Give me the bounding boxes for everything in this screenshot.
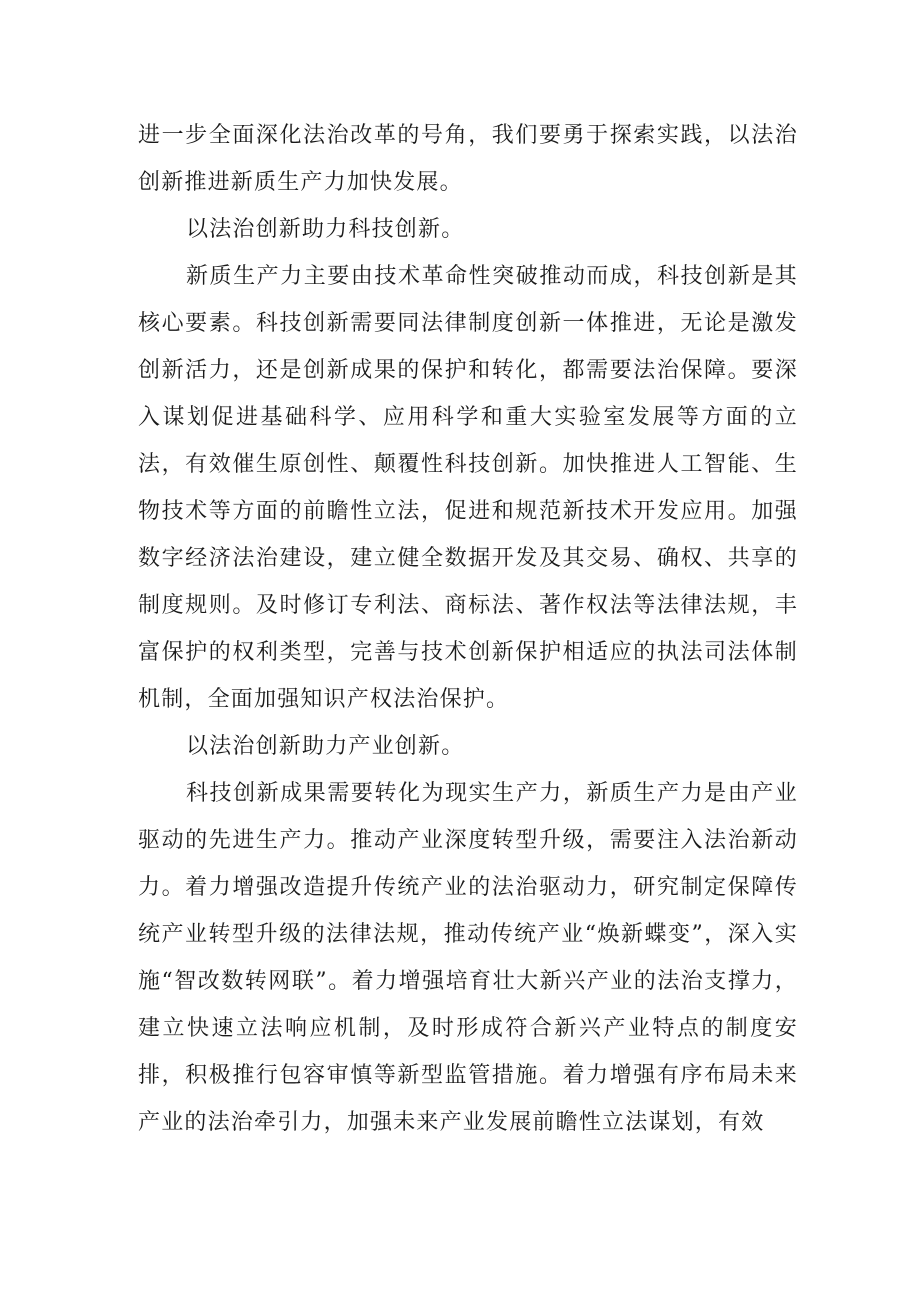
section-heading-industry-innovation: 以法治创新助力产业创新。 [186,734,465,759]
section-heading-tech-innovation: 以法治创新助力科技创新。 [186,217,465,242]
paragraph-tech-innovation: 新质生产力主要由技术革命性突破推动而成，科技创新是其核心要素。科技创新需要同法律制度创新一体推进，无论是激发创新活力，还是创新成果的保护和转化，都需要法治保障。要深入谋划促进基础科学、应用科学和重大实验室发展等方面的立法，有效催生原创性、颠覆性科技创新。加快推进人工智能、生物技术等方面的前瞻性立法，促进和规范新技术开发应用。加强数字经济法治建设，建立健全数据开发及其交易、确权、共享的制度规则。及时修订专利法、商标法、著作权法等法律法规，丰富保护的权利类型，完善与技术创新保护相适应的执法司法体制机制，全面加强知识产权法治保护。 [138,264,798,712]
document-body [138,112,798,1146]
paragraph-continuation: 进一步全面深化法治改革的号角，我们要勇于探索实践，以法治创新推进新质生产力加快发展。 [138,123,798,195]
paragraph-industry-innovation: 科技创新成果需要转化为现实生产力，新质生产力是由产业驱动的先进生产力。推动产业深度转型升级，需要注入法治新动力。着力增强改造提升传统产业的法治驱动力，研究制定保障传统产业转型升级的法律法规，推动传统产业“焕新蝶变”，深入实施“智改数转网联”。着力增强培育壮大新兴产业的法治支撑力，建立快速立法响应机制，及时形成符合新兴产业特点的制度安排，积极推行包容审慎等新型监管措施。着力增强有序布局未来产业的法治牵引力，加强未来产业发展前瞻性立法谋划，有效 [138,781,798,1135]
